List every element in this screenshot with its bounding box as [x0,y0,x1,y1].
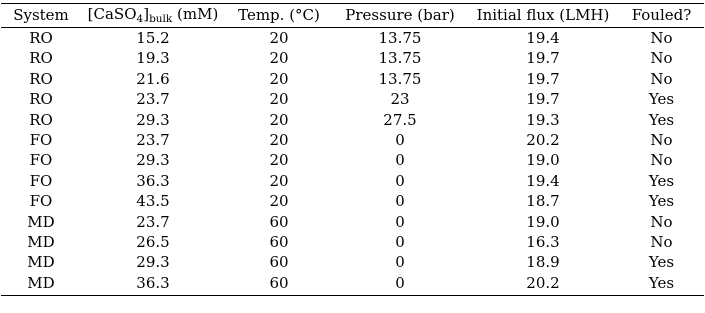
cell-flux: 19.3 [526,110,560,129]
cell-fouled: No [650,233,673,252]
table-row [1,232,704,252]
header-initial-flux: Initial flux (LMH) [476,6,610,24]
cell-flux: 19.4 [526,171,560,190]
cell-pressure: 0 [395,171,405,190]
header-system: System [13,6,69,24]
cell-temperature: 20 [269,131,289,150]
cell-fouled: Yes [648,110,675,129]
cell-pressure: 0 [395,233,405,252]
cell-system: MD [27,273,55,292]
cell-temperature: 20 [269,49,289,68]
cell-concentration: 29.3 [136,253,170,272]
table-header [1,4,704,27]
concentration-label [88,5,219,23]
cell-concentration: 15.2 [136,29,170,47]
cell-pressure: 0 [395,151,405,170]
cell-fouled: Yes [648,90,675,109]
cell-concentration: 23.7 [136,212,170,231]
cell-concentration: 23.7 [136,131,170,150]
cell-flux: 20.2 [526,273,560,292]
cell-temperature: 60 [269,273,289,292]
cell-temperature: 60 [269,233,289,252]
cell-system: MD [27,233,55,252]
data-table-container [1,3,704,296]
cell-temperature: 20 [269,110,289,129]
cell-pressure: 13.75 [378,69,422,88]
cell-system: FO [29,131,53,150]
table-row [1,191,704,211]
cell-system: FO [29,151,53,170]
cell-flux: 19.7 [526,49,560,68]
cell-pressure: 13.75 [378,49,422,68]
cell-temperature: 20 [269,171,289,190]
cell-system: FO [29,171,53,190]
cell-system: FO [29,192,53,211]
cell-temperature: 20 [269,69,289,88]
fouling-table [1,4,704,293]
cell-concentration: 21.6 [136,69,170,88]
cell-concentration: 26.5 [136,233,170,252]
header-pressure: Pressure (bar) [345,6,455,24]
cell-fouled: No [650,212,673,231]
table-body [1,27,704,293]
cell-fouled: No [650,69,673,88]
cell-pressure: 27.5 [383,110,417,129]
cell-flux: 19.7 [526,90,560,109]
cell-concentration: 23.7 [136,90,170,109]
cell-flux: 16.3 [526,233,560,252]
cell-temperature: 20 [269,192,289,211]
cell-pressure: 0 [395,273,405,292]
header-concentration [81,4,225,27]
cell-flux: 19.7 [526,69,560,88]
cell-pressure: 0 [395,253,405,272]
table-row [1,273,704,293]
cell-temperature: 20 [269,29,289,47]
concentration-unit: (mM) [172,5,219,23]
cell-fouled: Yes [648,171,675,190]
cell-concentration: 43.5 [136,192,170,211]
cell-system: RO [29,110,53,129]
cell-temperature: 60 [269,212,289,231]
header-fouled: Fouled? [631,6,692,24]
cell-flux: 19.0 [526,151,560,170]
table-row [1,69,704,89]
cell-concentration: 29.3 [136,110,170,129]
cell-concentration: 36.3 [136,273,170,292]
cell-fouled: Yes [648,253,675,272]
bottom-rule [1,295,704,296]
table-row [1,130,704,150]
cell-fouled: No [650,29,673,47]
cell-pressure: 0 [395,212,405,231]
cell-temperature: 20 [269,151,289,170]
cell-concentration: 29.3 [136,151,170,170]
cell-fouled: No [650,131,673,150]
concentration-sub-4: 4 [136,13,144,25]
cell-concentration: 19.3 [136,49,170,68]
cell-system: MD [27,253,55,272]
table-row [1,212,704,232]
cell-flux: 18.7 [526,192,560,211]
cell-flux: 19.4 [526,29,560,47]
table-row [1,171,704,191]
cell-system: RO [29,29,53,47]
cell-system: RO [29,69,53,88]
table-row [1,252,704,272]
table-row [1,89,704,109]
cell-flux: 20.2 [526,131,560,150]
cell-fouled: No [650,151,673,170]
table-row [1,110,704,130]
cell-temperature: 60 [269,253,289,272]
cell-system: MD [27,212,55,231]
table-row [1,48,704,68]
table-row [1,150,704,170]
cell-fouled: No [650,49,673,68]
concentration-close: ] [143,5,150,23]
cell-system: RO [29,90,53,109]
header-temperature: Temp. (°C) [238,6,320,24]
table-row [1,28,704,48]
cell-pressure: 23 [390,90,410,109]
cell-flux: 19.0 [526,212,560,231]
cell-fouled: Yes [648,192,675,211]
concentration-open: [CaSO [87,5,137,23]
cell-pressure: 0 [395,131,405,150]
concentration-sub-bulk: bulk [149,13,173,25]
cell-system: RO [29,49,53,68]
cell-flux: 18.9 [526,253,560,272]
cell-temperature: 20 [269,90,289,109]
cell-fouled: Yes [648,273,675,292]
cell-concentration: 36.3 [136,171,170,190]
cell-pressure: 0 [395,192,405,211]
cell-pressure: 13.75 [378,29,422,47]
header-row [1,4,704,27]
